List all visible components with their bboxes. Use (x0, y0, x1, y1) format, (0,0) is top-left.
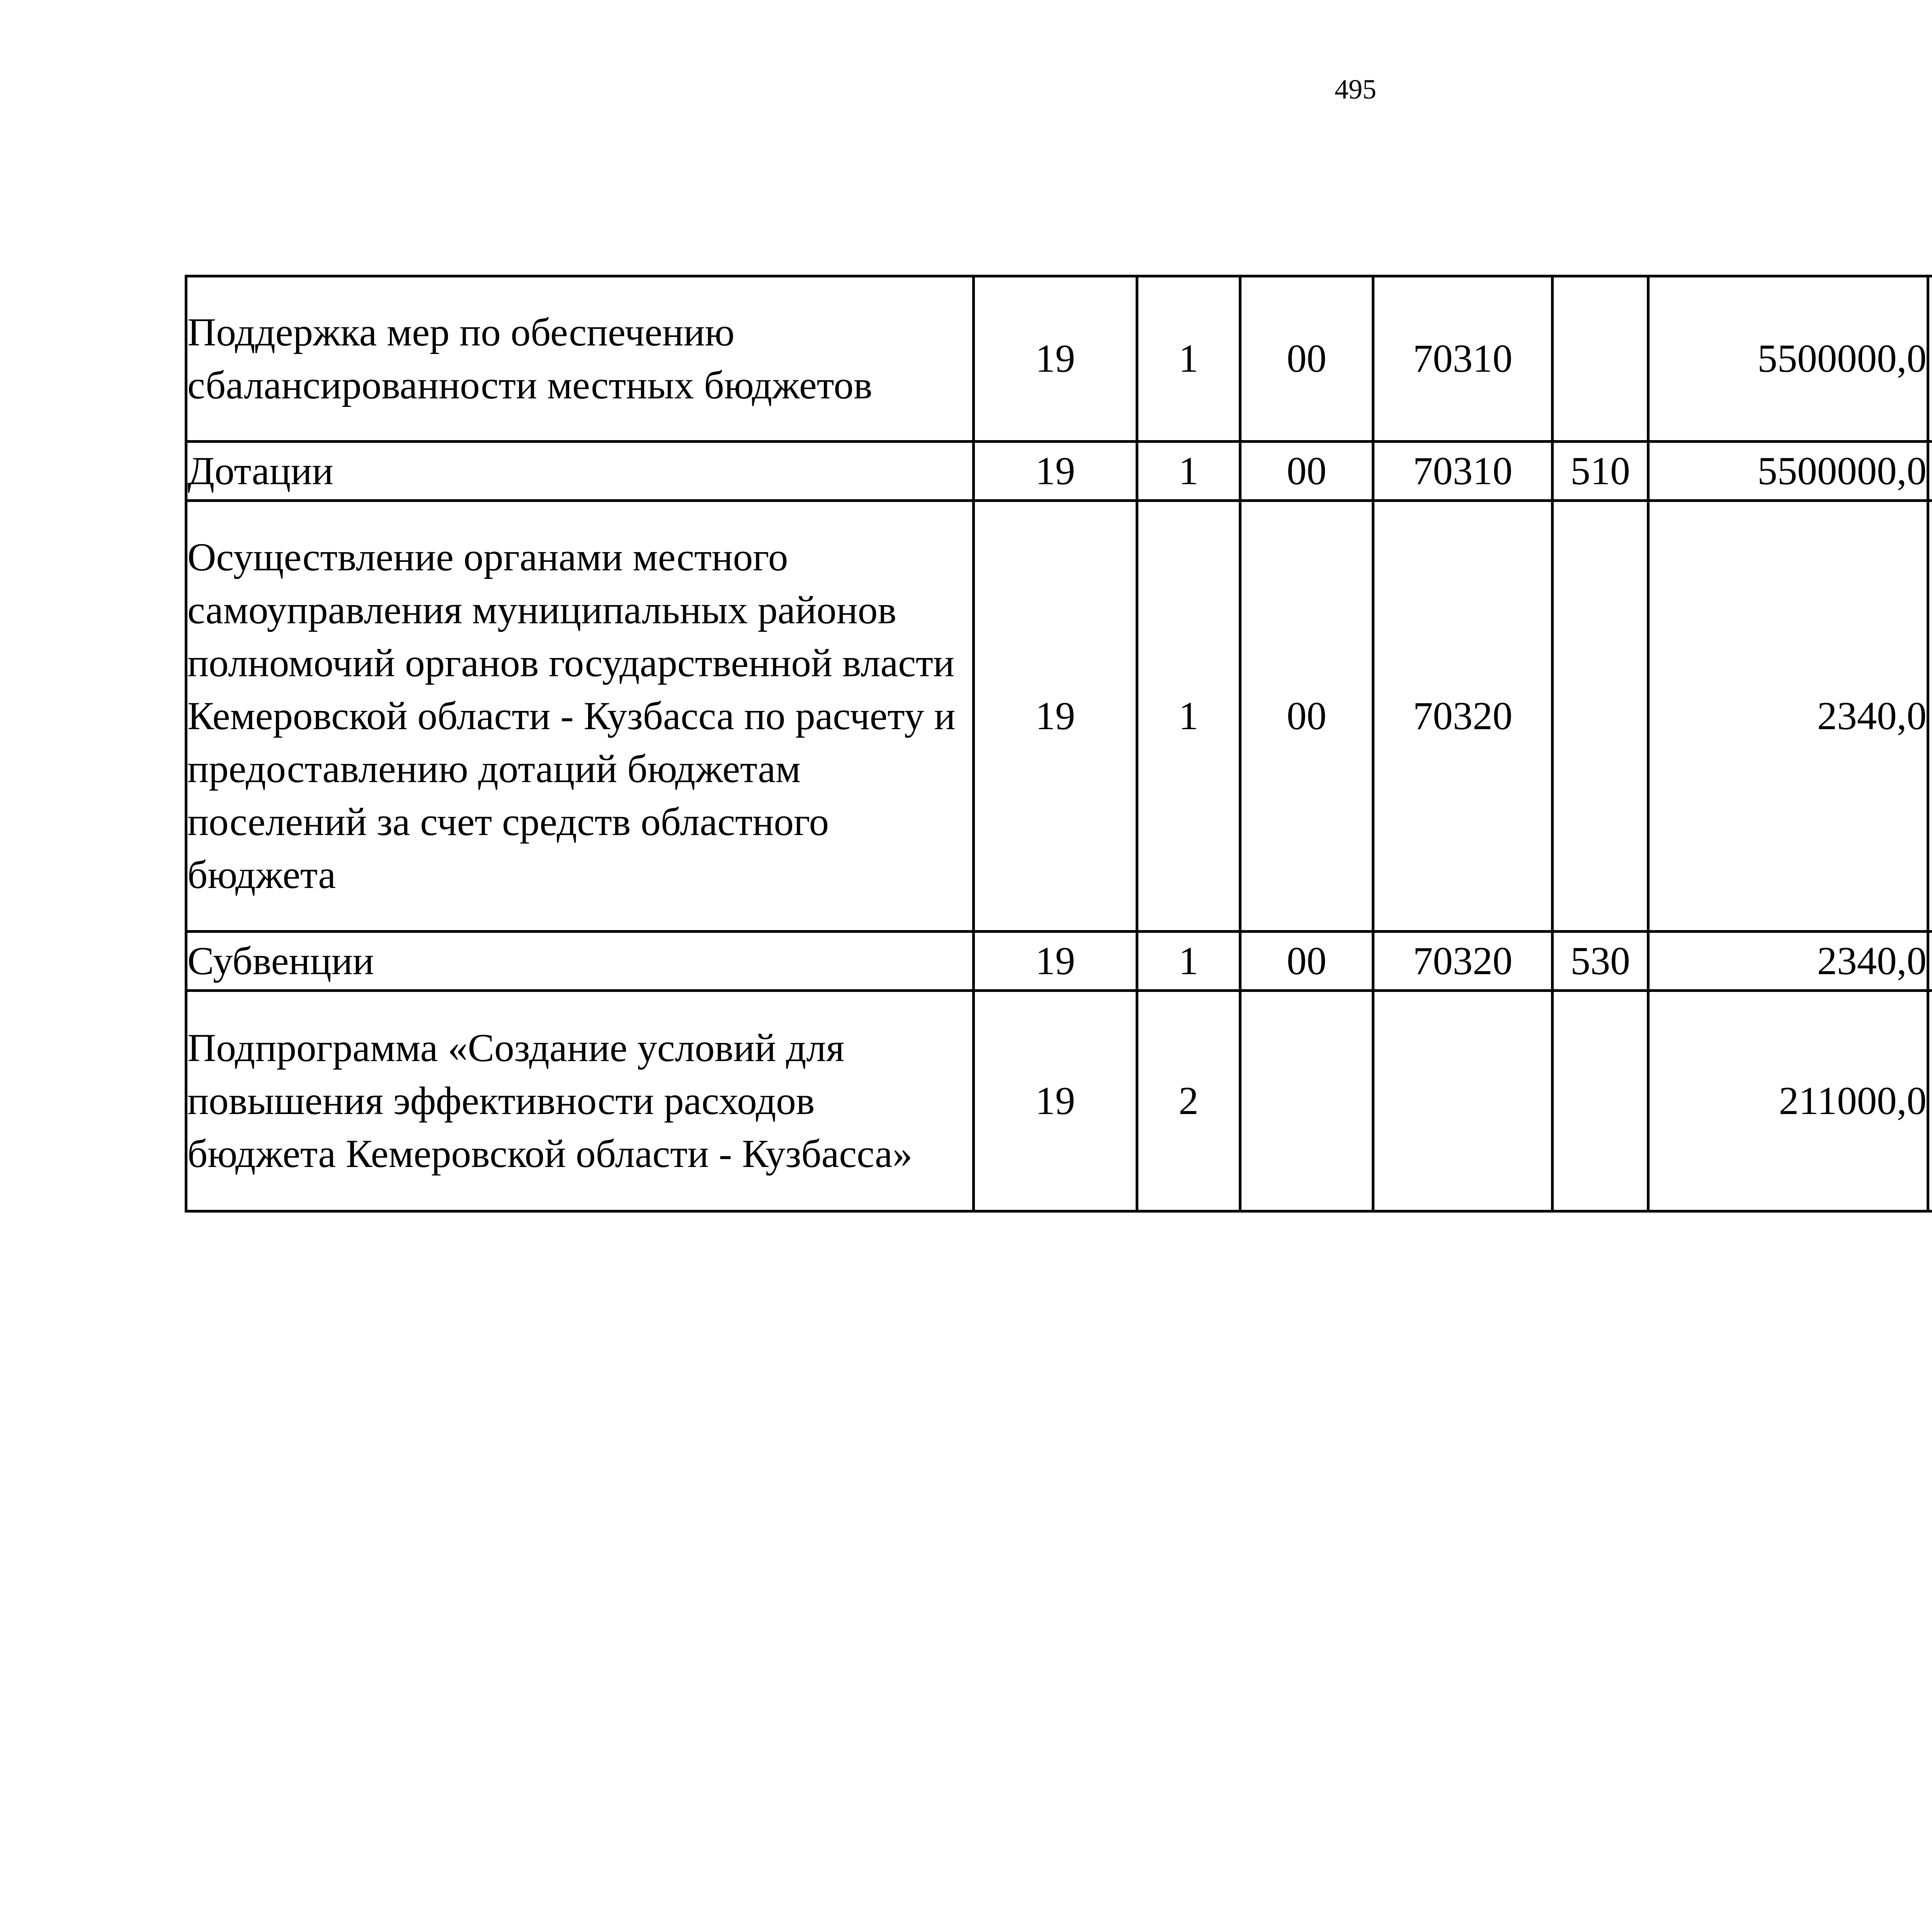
cell-code-1: 19 (974, 991, 1137, 1211)
cell-code-4: 70320 (1373, 932, 1553, 991)
table-row (186, 276, 1932, 442)
cell-amount-2 (1928, 932, 1932, 991)
cell-code-2: 1 (1137, 501, 1240, 932)
table-row (186, 442, 1932, 501)
cell-code-4: 70310 (1373, 442, 1553, 501)
row-name: Дотации (186, 442, 974, 501)
row-name: Подпрограмма «Создание условий для повышения эффективности расходов бюджета Кемеровской области - Кузбасса» (186, 991, 974, 1211)
cell-code-4 (1373, 991, 1553, 1211)
table-row (186, 501, 1932, 932)
cell-amount-2 (1928, 276, 1932, 442)
row-name: Поддержка мер по обеспечению сбалансированности местных бюджетов (186, 276, 974, 442)
table-row (186, 991, 1932, 1211)
cell-amount-1: 2340,0 (1648, 501, 1928, 932)
row-name: Осуществление органами местного самоуправления муниципальных районов полномочий органов государственной власти Кемеровской области - Кузбасса по расчету и предоставлению дотаций бюджетам поселений за счет средств областного бюджета (186, 501, 974, 932)
cell-code-5 (1553, 991, 1648, 1211)
cell-code-3: 00 (1240, 276, 1373, 442)
cell-code-5 (1553, 276, 1648, 442)
cell-code-2: 1 (1137, 276, 1240, 442)
cell-amount-2 (1928, 991, 1932, 1211)
cell-code-5: 510 (1553, 442, 1648, 501)
cell-code-5 (1553, 501, 1648, 932)
cell-amount-2 (1928, 442, 1932, 501)
cell-code-1: 19 (974, 501, 1137, 932)
cell-code-2: 2 (1137, 991, 1240, 1211)
cell-code-2: 1 (1137, 932, 1240, 991)
cell-code-3: 00 (1240, 442, 1373, 501)
page-number: 495 (1335, 74, 1376, 105)
cell-code-2: 1 (1137, 442, 1240, 501)
table-row (186, 932, 1932, 991)
cell-code-5: 530 (1553, 932, 1648, 991)
cell-amount-1: 2340,0 (1648, 932, 1928, 991)
cell-code-3 (1240, 991, 1373, 1211)
cell-code-1: 19 (974, 276, 1137, 442)
row-name: Субвенции (186, 932, 974, 991)
cell-amount-2 (1928, 501, 1932, 932)
cell-code-1: 19 (974, 442, 1137, 501)
cell-code-4: 70320 (1373, 501, 1553, 932)
cell-amount-1: 5500000,0 (1648, 276, 1928, 442)
cell-code-3: 00 (1240, 501, 1373, 932)
cell-amount-1: 211000,0 (1648, 991, 1928, 1211)
budget-table (185, 275, 1932, 1213)
cell-code-3: 00 (1240, 932, 1373, 991)
cell-code-1: 19 (974, 932, 1137, 991)
cell-code-4: 70310 (1373, 276, 1553, 442)
cell-amount-1: 5500000,0 (1648, 442, 1928, 501)
